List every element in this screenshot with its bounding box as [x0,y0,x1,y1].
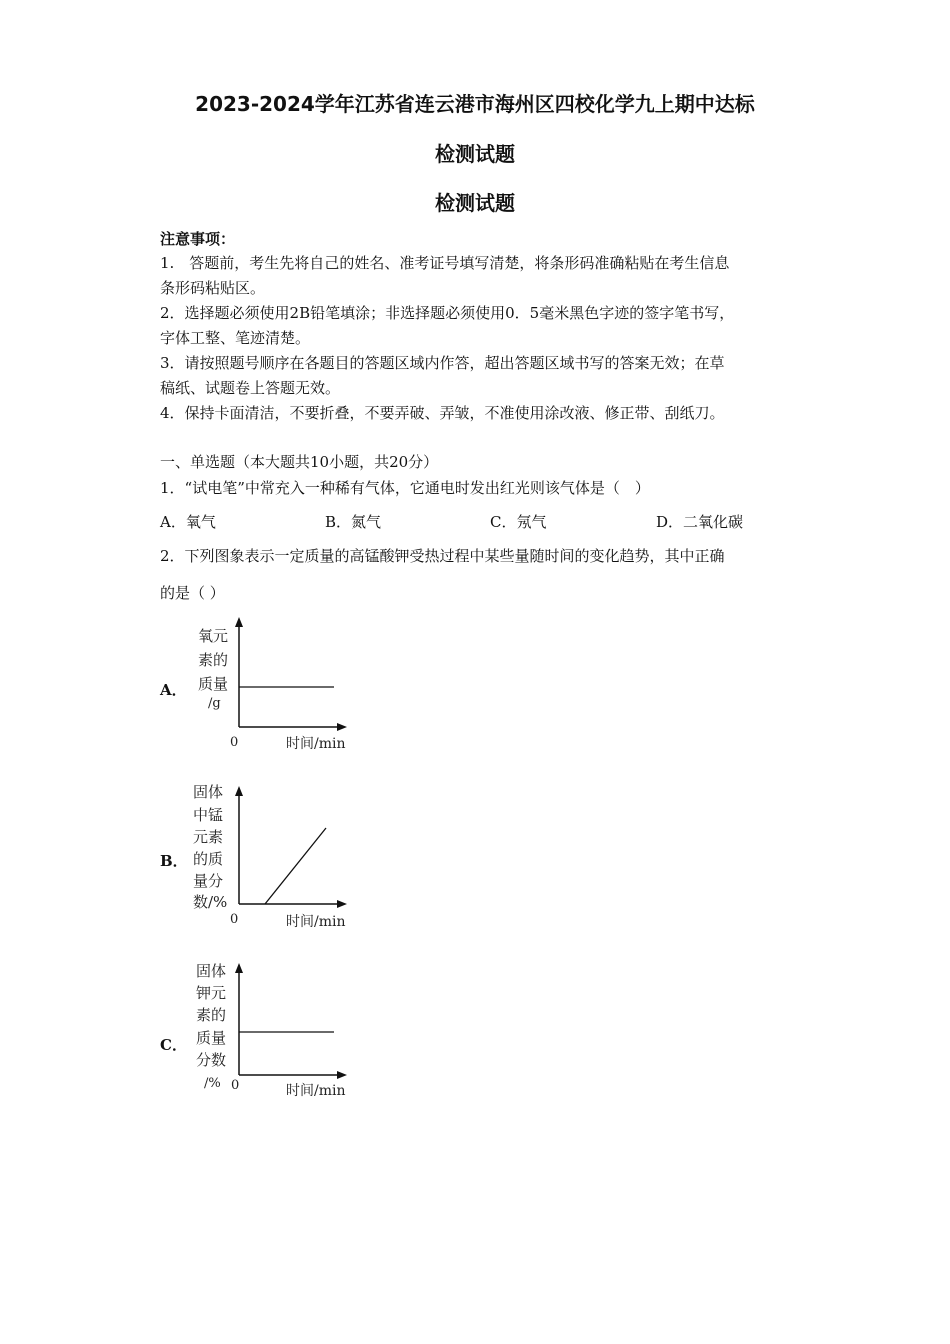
q1-option-a: A．氧气 [160,513,216,531]
notice-item-4: 4．保持卡面清洁，不要折叠，不要弄破、弄皱，不准使用涂改液、修正带、刮纸刀。 [160,404,725,422]
page-title-line1: 2023-2024学年江苏省连云港市海州区四校化学九上期中达标 [195,92,755,116]
question-1-stem: 1．“试电笔”中常充入一种稀有气体，它通电时发出红光则该气体是（ ） [160,479,650,497]
question-2-stem-b: 的是（ ） [160,584,225,602]
graph-a-x-arrow [337,723,347,731]
page-title-line2: 检测试题 [435,142,515,166]
graph-c-ylabel-6: /% [204,1076,221,1091]
graph-c-ylabel-1: 固体 [196,962,227,980]
graph-c-ylabel-5: 分数 [196,1051,227,1069]
notice-item-2a: 2．选择题必须使用2B铅笔填涂；非选择题必须使用0．5毫米黑色字迹的签字笔书写， [160,304,735,322]
graph-b-option-label: B． [160,852,188,870]
graph-b-series-line [265,828,326,904]
graph-b-ylabel-6: 数/% [193,893,228,911]
graph-b [190,780,360,932]
notice-item-2b: 字体工整、笔迹清楚。 [160,329,311,347]
graph-a-xlabel: 时间/min [286,736,346,752]
question-2-stem-a: 2．下列图象表示一定质量的高锰酸钾受热过程中某些量随时间的变化趋势，其中正确 [160,547,725,565]
notice-heading: 注意事项： [160,230,236,248]
graph-b-x-arrow [337,900,347,908]
page-subtitle: 检测试题 [435,191,515,215]
graph-b-ylabel-5: 量分 [193,872,224,890]
graph-a-ylabel-1: 氧元 [198,627,229,645]
graph-a-option-label: A． [160,681,187,699]
graph-c-ylabel-3: 素的 [196,1006,227,1024]
graph-b-ylabel-1: 固体 [193,783,224,801]
graph-b-xlabel: 时间/min [286,914,346,930]
notice-item-3a: 3．请按照题号顺序在各题目的答题区域内作答，超出答题区域书写的答案无效；在草 [160,354,725,372]
graph-a-y-arrow [235,617,243,627]
graph-c-ylabel-4: 质量 [196,1029,227,1047]
graph-a-ylabel-2: 素的 [198,651,229,669]
q1-option-d: D．二氧化碳 [656,513,744,531]
graph-b-origin: 0 [230,912,239,927]
graph-a-ylabel-3: 质量 [198,675,229,693]
graph-a-origin: 0 [230,735,239,750]
graph-c-origin: 0 [231,1078,240,1093]
q1-option-b: B．氮气 [325,513,382,531]
graph-b-y-arrow [235,786,243,796]
graph-b-ylabel-2: 中锰 [193,806,224,824]
graph-c-xlabel: 时间/min [286,1083,346,1099]
graph-b-ylabel-4: 的质 [193,850,224,868]
graph-a [190,615,360,755]
graph-c-ylabel-2: 钾元 [196,984,227,1002]
graph-c-option-label: C． [160,1036,187,1054]
notice-item-1b: 条形码粘贴区。 [160,279,266,297]
graph-c-y-arrow [235,963,243,973]
notice-item-1a: 1. 答题前，考生先将自己的姓名、准考证号填写清楚，将条形码准确粘贴在考生信息 [160,254,730,272]
graph-a-ylabel-4: /g [208,696,221,711]
notice-item-3b: 稿纸、试题卷上答题无效。 [160,379,341,397]
graph-c-x-arrow [337,1071,347,1079]
graph-c [190,957,360,1102]
graph-b-ylabel-3: 元素 [193,828,224,846]
q1-option-c: C．氖气 [490,513,547,531]
section-heading: 一、单选题（本大题共10小题，共20分） [160,453,439,471]
